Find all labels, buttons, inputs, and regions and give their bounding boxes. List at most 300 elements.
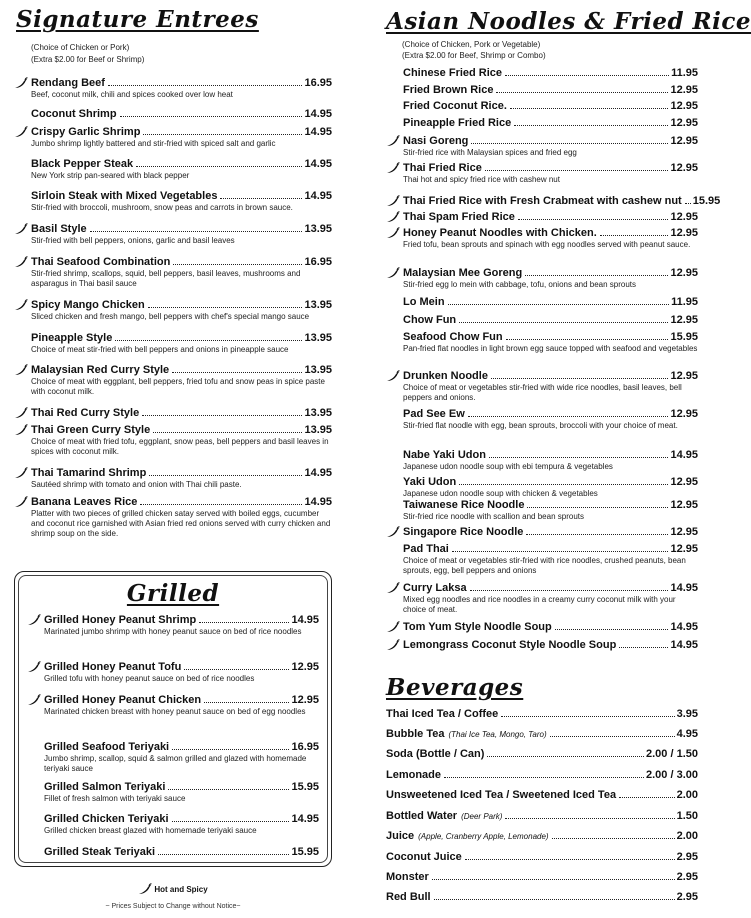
item-description: New York strip pan-seared with black pepper (31, 171, 190, 180)
dot-leader (172, 821, 290, 822)
item-price: 12.95 (670, 499, 698, 511)
item-name: Bubble Tea (386, 728, 445, 740)
beverage-item (386, 768, 698, 782)
item-name: Grilled Honey Peanut Shrimp (44, 614, 197, 626)
item-price: 13.95 (304, 299, 332, 311)
item-description: Fillet of fresh salmon with teriyaki sauce (44, 794, 186, 803)
menu-row (14, 157, 332, 171)
item-name: Thai Tamarind Shrimp (31, 467, 147, 479)
menu-row (27, 693, 319, 707)
item-price: 15.95 (692, 195, 721, 207)
dot-leader (465, 859, 675, 860)
item-name: Malaysian Red Curry Style (31, 364, 170, 376)
item-name: Thai Iced Tea / Coffee (386, 708, 499, 720)
dot-leader (172, 372, 302, 373)
item-name: Grilled Steak Teriyaki (44, 846, 156, 858)
item-name: Grilled Seafood Teriyaki (44, 741, 170, 753)
grilled-title-wrap (15, 580, 331, 607)
menu-row (386, 266, 698, 280)
signature-item (14, 423, 332, 457)
dot-leader (459, 484, 668, 485)
grilled-box (14, 571, 332, 867)
item-description: Jumbo shrimp, scallop, squid & salmon grilled and glazed with homemade teriyaki sauce (44, 754, 307, 773)
item-price: 14.95 (670, 621, 698, 633)
item-name: Nabe Yaki Udon (403, 449, 486, 461)
signature-note-2: (Extra $2.00 for Beef or Shrimp) (31, 55, 145, 64)
hot-spicy-legend (14, 884, 332, 896)
dot-leader (510, 108, 669, 109)
item-name: Curry Laksa (403, 582, 467, 594)
item-name: Pad Thai (403, 543, 449, 555)
item-description: Stir-fried with bell peppers, onions, garlic and basil leaves (31, 236, 235, 245)
dot-leader (619, 797, 675, 798)
item-name: Juice (386, 830, 415, 842)
item-description: Stir-fried shrimp, scallops, squid, bell peppers, basil leaves, mushrooms and asparagus in Thai basil sauce (31, 269, 301, 288)
item-name: Banana Leaves Rice (31, 496, 138, 508)
chili-icon (14, 467, 28, 479)
noodles-item (386, 475, 698, 499)
menu-row (386, 620, 698, 634)
noodles-item (386, 266, 698, 290)
item-name: Chow Fun (403, 314, 457, 326)
dot-leader (143, 134, 302, 135)
item-price: 2.95 (676, 871, 698, 883)
item-price: 2.00 / 3.00 (646, 769, 698, 781)
item-name: Drunken Noodle (403, 370, 488, 382)
item-description: Choice of meat stir-fried with bell peppers and onions in pineapple sauce (31, 345, 289, 354)
noodles-item (386, 226, 698, 250)
dot-leader (168, 789, 289, 790)
item-description: Marinated jumbo shrimp with honey peanut sauce on bed of rice noodles (44, 627, 302, 636)
item-price: 12.95 (670, 211, 698, 223)
item-price: 14.95 (670, 449, 698, 461)
grilled-item (27, 693, 319, 717)
menu-row (386, 134, 698, 148)
item-price: 14.95 (304, 467, 332, 479)
item-name: Spicy Mango Chicken (31, 299, 145, 311)
grilled-title: Grilled (126, 580, 220, 607)
menu-row (14, 222, 332, 236)
item-name: Grilled Chicken Teriyaki (44, 813, 169, 825)
menu-row (14, 76, 332, 90)
item-name: Basil Style (31, 223, 87, 235)
chili-icon (27, 661, 41, 673)
dot-leader (149, 475, 302, 476)
dot-leader (448, 304, 670, 305)
item-description: Stir-fried egg lo mein with cabbage, tofu, onions and bean sprouts (403, 280, 637, 289)
menu-row (386, 83, 698, 97)
signature-item (14, 495, 332, 539)
grilled-item (27, 845, 319, 859)
dot-leader (136, 166, 302, 167)
item-price: 13.95 (304, 332, 332, 344)
chili-icon (386, 135, 400, 147)
item-name: Lemongrass Coconut Style Noodle Soup (403, 639, 617, 651)
noodles-note-2: (Extra $2.00 for Beef, Shrimp or Combo) (402, 51, 546, 60)
dot-leader (550, 736, 675, 737)
dot-leader (115, 340, 302, 341)
dot-leader (518, 219, 669, 220)
menu-row (386, 475, 698, 489)
menu-row (27, 780, 319, 794)
item-description: Jumbo shrimp lightly battered and stir-fried with spiced salt and garlic (31, 139, 276, 148)
dot-leader (471, 143, 668, 144)
item-note: (Apple, Cranberry Apple, Lemonade) (418, 832, 549, 841)
dot-leader (153, 432, 302, 433)
menu-row (14, 406, 332, 420)
noodles-item (386, 295, 698, 309)
dot-leader (552, 838, 675, 839)
prices-note: ~ Prices Subject to Change without Notice~ (105, 903, 241, 910)
beverages-title: Beverages (386, 674, 524, 701)
menu-row (27, 613, 319, 627)
item-price: 13.95 (304, 407, 332, 419)
item-description: Thai hot and spicy fried rice with cashew nut (403, 175, 560, 184)
item-price: 12.95 (670, 227, 698, 239)
item-description: Stir-fried with broccoli, mushroom, snow peas and carrots in brown sauce. (31, 203, 293, 212)
item-price: 15.95 (670, 331, 698, 343)
chili-icon (386, 227, 400, 239)
item-description: Choice of meat or vegetables stir-fried with rice noodles, crushed peanuts, bean sprouts, egg, bell peppers and onions (403, 556, 686, 575)
signature-item (14, 107, 332, 121)
item-price: 12.95 (670, 135, 698, 147)
item-price: 4.95 (676, 728, 698, 740)
noodles-item (386, 83, 698, 97)
item-price: 12.95 (670, 408, 698, 420)
menu-row (14, 107, 332, 121)
signature-item (14, 466, 332, 490)
item-description: Sautéed shrimp with tomato and onion with Thai chili paste. (31, 480, 242, 489)
dot-leader (506, 339, 669, 340)
noodles-item (386, 330, 698, 354)
item-description: Japanese udon noodle soup with ebi tempura & vegetables (403, 462, 613, 471)
chili-icon (14, 126, 28, 138)
menu-row (14, 423, 332, 437)
item-price: 1.50 (676, 810, 698, 822)
dot-leader (444, 777, 644, 778)
chili-icon (386, 639, 400, 651)
grilled-item (27, 660, 319, 684)
menu-row (27, 740, 319, 754)
item-name: Grilled Honey Peanut Tofu (44, 661, 182, 673)
item-description: Marinated chicken breast with honey peanut sauce on bed of egg noodles (44, 707, 306, 716)
dot-leader (525, 275, 668, 276)
dot-leader (501, 716, 674, 717)
item-price: 12.95 (291, 661, 319, 673)
menu-row (27, 845, 319, 859)
item-name: Taiwanese Rice Noodle (403, 499, 525, 511)
item-name: Nasi Goreng (403, 135, 469, 147)
grilled-item (27, 812, 319, 836)
item-price: 2.95 (676, 891, 698, 903)
chili-icon (138, 883, 152, 895)
menu-row (386, 707, 698, 721)
menu-row (386, 727, 698, 742)
dot-leader (514, 125, 668, 126)
chili-icon (14, 424, 28, 436)
menu-row (386, 638, 698, 652)
beverage-item (386, 747, 698, 761)
item-price: 2.95 (676, 851, 698, 863)
item-description: Choice of meat with eggplant, bell peppers, fried tofu and snow peas in spice paste with coconut milk. (31, 377, 325, 396)
item-note: (Deer Park) (461, 812, 503, 821)
noodles-item (386, 369, 698, 403)
menu-row (386, 313, 698, 327)
menu-row (386, 330, 698, 344)
item-name: Lo Mein (403, 296, 445, 308)
signature-title: Signature Entrees (16, 6, 259, 33)
chili-icon (14, 496, 28, 508)
item-note: (Thai Ice Tea, Mongo, Taro) (448, 730, 547, 739)
menu-row (386, 448, 698, 462)
menu-row (14, 125, 332, 139)
menu-row (14, 466, 332, 480)
chili-icon (27, 694, 41, 706)
item-name: Thai Green Curry Style (31, 424, 151, 436)
noodles-item (386, 116, 698, 130)
item-price: 3.95 (676, 708, 698, 720)
beverage-item (386, 727, 698, 742)
item-price: 12.95 (670, 476, 698, 488)
item-name: Chinese Fried Rice (403, 67, 503, 79)
dot-leader (505, 818, 674, 819)
menu-row (386, 116, 698, 130)
item-name: Fried Coconut Rice. (403, 100, 507, 112)
noodles-item (386, 66, 698, 80)
menu-row (14, 255, 332, 269)
menu-row (386, 542, 698, 556)
menu-row (386, 747, 698, 761)
menu-row (386, 850, 698, 864)
dot-leader (199, 622, 289, 623)
item-name: Grilled Honey Peanut Chicken (44, 694, 202, 706)
signature-item (14, 298, 332, 322)
signature-item (14, 363, 332, 397)
beverage-item (386, 850, 698, 864)
item-name: Crispy Garlic Shrimp (31, 126, 141, 138)
item-name: Fried Brown Rice (403, 84, 494, 96)
dot-leader (148, 307, 303, 308)
noodles-item (386, 498, 698, 522)
dot-leader (526, 534, 668, 535)
dot-leader (204, 702, 289, 703)
menu-row (27, 812, 319, 826)
legend-label: Hot and Spicy (154, 885, 208, 895)
menu-row (386, 99, 698, 113)
item-price: 15.95 (291, 781, 319, 793)
item-name: Red Bull (386, 891, 431, 903)
chili-icon (386, 211, 400, 223)
chili-icon (27, 614, 41, 626)
dot-leader (172, 749, 289, 750)
item-price: 13.95 (304, 364, 332, 376)
dot-leader (527, 507, 668, 508)
menu-row (386, 829, 698, 844)
menu-row (386, 161, 698, 175)
item-description: Stir-fried rice with Malaysian spices and fried egg (403, 148, 577, 157)
item-price: 14.95 (304, 108, 332, 120)
menu-row (386, 407, 698, 421)
item-price: 16.95 (291, 741, 319, 753)
noodles-item (386, 134, 698, 158)
item-price: 12.95 (670, 314, 698, 326)
item-name: Pineapple Style (31, 332, 113, 344)
item-name: Seafood Chow Fun (403, 331, 503, 343)
item-description: Platter with two pieces of grilled chicken satay served with boiled eggs, cucumber and coconut rice garnished with Asian fried red onions served with curry chicken and shrimp soup on the side. (31, 509, 331, 538)
menu-row (386, 210, 698, 224)
item-description: Choice of meat or vegetables stir-fried with wide rice noodles, basil leaves, bell peppers and onions. (403, 383, 682, 402)
dot-leader (555, 629, 669, 630)
item-name: Pineapple Fried Rice (403, 117, 512, 129)
item-price: 13.95 (304, 223, 332, 235)
menu-row (386, 809, 698, 824)
dot-leader (468, 416, 669, 417)
item-name: Malaysian Mee Goreng (403, 267, 523, 279)
item-description: Japanese udon noodle soup with chicken & vegetables (403, 489, 598, 498)
menu-row (386, 870, 698, 884)
signature-item (14, 157, 332, 181)
menu-row (14, 495, 332, 509)
item-name: Soda (Bottle / Can) (386, 748, 485, 760)
dot-leader (90, 231, 303, 232)
dot-leader (434, 899, 675, 900)
dot-leader (470, 590, 669, 591)
beverage-item (386, 829, 698, 844)
item-price: 12.95 (670, 162, 698, 174)
item-description: Pan-fried flat noodles in light brown egg sauce topped with seafood and vegetables (403, 344, 698, 353)
menu-row (386, 498, 698, 512)
item-description: Grilled tofu with honey peanut sauce on bed of rice noodles (44, 674, 255, 683)
menu-row (386, 768, 698, 782)
noodles-item (386, 638, 698, 652)
noodles-item (386, 407, 698, 431)
grilled-item (27, 780, 319, 804)
signature-note-1: (Choice of Chicken or Pork) (31, 43, 130, 52)
menu-row (386, 525, 698, 539)
grilled-item (27, 740, 319, 774)
menu-row (386, 581, 698, 595)
chili-icon (386, 621, 400, 633)
noodles-item (386, 542, 698, 576)
menu-row (386, 66, 698, 80)
dot-leader (140, 504, 302, 505)
noodles-note-1: (Choice of Chicken, Pork or Vegetable) (402, 40, 541, 49)
item-name: Grilled Salmon Teriyaki (44, 781, 166, 793)
item-price: 2.00 (676, 830, 698, 842)
dot-leader (685, 203, 691, 204)
item-price: 14.95 (291, 614, 319, 626)
item-name: Sirloin Steak with Mixed Vegetables (31, 190, 218, 202)
chili-icon (386, 267, 400, 279)
item-name: Pad See Ew (403, 408, 465, 420)
item-price: 14.95 (304, 190, 332, 202)
item-price: 14.95 (291, 813, 319, 825)
item-description: Beef, coconut milk, chili and spices cooked over low heat (31, 90, 233, 99)
grilled-item (27, 613, 319, 637)
noodles-item (386, 525, 698, 539)
beverage-item (386, 870, 698, 884)
chili-icon (386, 582, 400, 594)
item-price: 14.95 (304, 158, 332, 170)
dot-leader (158, 854, 289, 855)
item-price: 13.95 (304, 424, 332, 436)
item-name: Black Pepper Steak (31, 158, 134, 170)
signature-item (14, 222, 332, 246)
chili-icon (14, 407, 28, 419)
noodles-item (386, 448, 698, 472)
item-name: Unsweetened Iced Tea / Sweetened Iced Tea (386, 789, 617, 801)
dot-leader (432, 879, 675, 880)
item-price: 11.95 (671, 296, 698, 308)
item-name: Rendang Beef (31, 77, 105, 89)
signature-item (14, 125, 332, 149)
dot-leader (491, 378, 669, 379)
item-name: Thai Seafood Combination (31, 256, 171, 268)
menu-row (386, 890, 698, 904)
item-name: Monster (386, 871, 429, 883)
item-description: Grilled chicken breast glazed with homemade teriyaki sauce (44, 826, 257, 835)
item-description: Mixed egg noodles and rice noodles in a creamy curry coconut milk with your choice of meat. (403, 595, 676, 614)
item-price: 2.00 / 1.50 (646, 748, 698, 760)
menu-row (14, 298, 332, 312)
dot-leader (184, 669, 289, 670)
item-price: 12.95 (670, 100, 698, 112)
dot-leader (487, 756, 644, 757)
chili-icon (14, 223, 28, 235)
chili-icon (14, 364, 28, 376)
item-name: Thai Red Curry Style (31, 407, 140, 419)
item-price: 11.95 (671, 67, 698, 79)
item-price: 12.95 (291, 694, 319, 706)
dot-leader (619, 647, 668, 648)
dot-leader (505, 75, 669, 76)
item-name: Tom Yum Style Noodle Soup (403, 621, 552, 633)
item-price: 16.95 (304, 256, 332, 268)
dot-leader (485, 170, 669, 171)
menu-row (386, 194, 721, 208)
item-name: Coconut Shrimp (31, 108, 117, 120)
signature-item (14, 406, 332, 420)
menu-row (14, 363, 332, 377)
signature-item (14, 331, 332, 355)
dot-leader (220, 198, 302, 199)
chili-icon (386, 195, 400, 207)
menu-row (386, 226, 698, 240)
item-name: Thai Fried Rice (403, 162, 482, 174)
beverage-item (386, 890, 698, 904)
item-price: 15.95 (291, 846, 319, 858)
item-description: Sliced chicken and fresh mango, bell peppers with chef's special mango sauce (31, 312, 310, 321)
noodles-title: Asian Noodles & Fried Rice (386, 8, 751, 35)
noodles-item (386, 620, 698, 634)
item-price: 14.95 (670, 639, 698, 651)
item-name: Singapore Rice Noodle (403, 526, 524, 538)
noodles-item (386, 581, 698, 615)
menu-row (386, 369, 698, 383)
menu-row (14, 189, 332, 203)
chili-icon (386, 370, 400, 382)
item-price: 12.95 (670, 543, 698, 555)
dot-leader (452, 551, 669, 552)
item-name: Bottled Water (386, 810, 458, 822)
item-description: Stir-fried rice noodle with scallion and bean sprouts (403, 512, 584, 521)
menu-row (386, 788, 698, 802)
noodles-item (386, 99, 698, 113)
beverage-item (386, 809, 698, 824)
dot-leader (496, 92, 668, 93)
item-name: Yaki Udon (403, 476, 457, 488)
signature-item (14, 189, 332, 213)
